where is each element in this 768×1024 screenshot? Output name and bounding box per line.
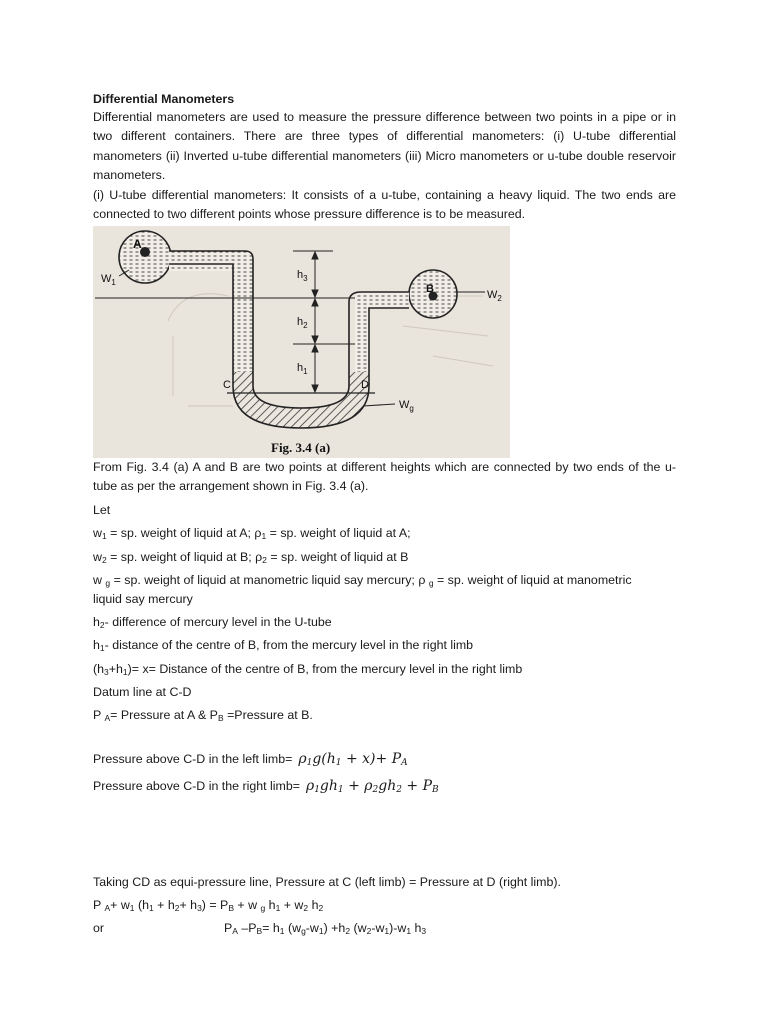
equation-1: P $_A+ w_1$ $(h_1 + h_2+ h_3) = P_B + w$ $_g$ $h_1 + w_2$ $h_2$ bbox=[93, 898, 324, 913]
or-label: or bbox=[93, 921, 105, 935]
definition-w2: $w_2$ = sp. weight of liquid at B; $\rho_2$ = sp. weight of liquid at B bbox=[93, 550, 409, 565]
label-d: D bbox=[361, 379, 369, 391]
label-a: A bbox=[133, 237, 142, 251]
figure-explanation: From Fig. 3.4 (a) A and B are two points at different heights which are connected by two ends of the u-tube as per the arrangement shown in Fig. 3.4 (a). bbox=[93, 460, 676, 494]
label-h1: $h_1$ bbox=[297, 362, 308, 376]
definition-w1: $w_1$ = sp. weight of liquid at A; $\rho_1$ = sp. weight of liquid at A; bbox=[93, 526, 411, 541]
label-w1: $W_1$ bbox=[101, 273, 116, 287]
definition-h2: $h_2-$ difference of mercury level in the U-tube bbox=[93, 615, 332, 630]
label-b: B bbox=[426, 283, 434, 295]
pressure-right-limb: Pressure above C-D in the right $\lim b= \rho_1gh_1 + \rho_2gh_2 + P_B$ bbox=[93, 778, 439, 795]
label-h2: $h_2$ bbox=[297, 316, 308, 330]
label-wg: $W_g$ bbox=[399, 399, 414, 413]
intro-paragraph: Differential manometers are used to measure the pressure difference between two points in a pipe or in two different containers. There are three types of differential manometers: (i) U-tube differential manometers (ii) Inverted u-tube differential manometers (iii) Micro manometers or u-tube double reservoir manometers. bbox=[93, 110, 676, 183]
label-w2: $W_2$ bbox=[487, 289, 502, 303]
datum-line-text: Datum line at C-D bbox=[93, 685, 192, 699]
formula-right: $\rho_1gh_1 + \rho_2gh_2 + P_B$ bbox=[305, 778, 439, 795]
utube-manometer-figure bbox=[93, 226, 510, 458]
definition-pressures: P $_A$= Pressure at A & $P_B$ =Pressure at B. bbox=[93, 708, 313, 723]
definition-wg: w $_g$ = sp. weight of liquid at manometric liquid say mercury; ρ $_g$ = sp. weight of liquid at manometric bbox=[93, 573, 632, 588]
label-h3: $h_3$ bbox=[297, 269, 308, 283]
label-c: C bbox=[223, 379, 231, 391]
utube-description: (i) U-tube differential manometers: It consists of a u-tube, containing a heavy liquid. The two ends are connected to two different points whose pressure difference is to be measured. bbox=[93, 188, 676, 222]
figure-caption: Fig. 3.4 (a) bbox=[271, 440, 331, 455]
page-title: Differential Manometers bbox=[93, 92, 235, 106]
definition-wg-continued: liquid say mercury bbox=[93, 592, 193, 606]
pressure-left-limb: Pressure above C-D in the left $\lim b= \rho_1g(h_1 + x)+ P_A$ bbox=[93, 751, 408, 768]
definition-h1: $h_1-$ distance of the centre of B, from the mercury level in the right limb bbox=[93, 638, 474, 653]
equation-2: $P_A$ $-P_B= h_1$ $(w_g-w_1) +h_2$ $(w_2-w_1)-w_1$ $h_3$ bbox=[224, 921, 427, 936]
formula-left: $\rho_1g(h_1 + x)+ P_A$ bbox=[298, 751, 408, 768]
let-label: Let bbox=[93, 503, 111, 517]
equi-pressure-statement: Taking CD as equi-pressure line, Pressure at C (left limb) = Pressure at D (right limb). bbox=[93, 875, 561, 889]
definition-x: $(h_3+h_1)= x=$ Distance of the centre of B, from the mercury level in the right limb bbox=[93, 662, 523, 677]
